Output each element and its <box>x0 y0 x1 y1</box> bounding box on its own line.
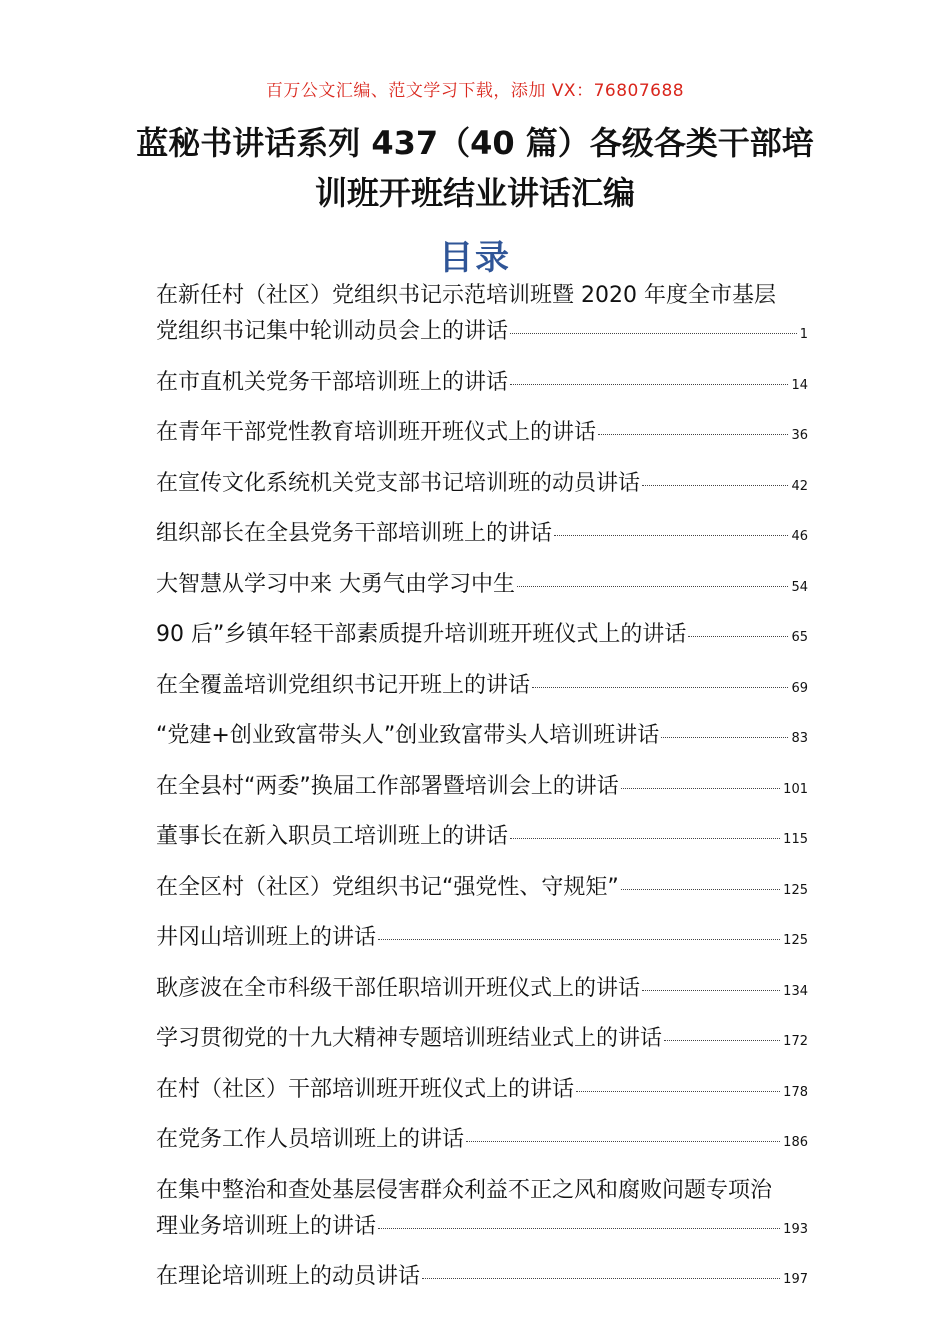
toc-entry-line <box>156 1021 808 1060</box>
toc-entry-title: 在全县村“两委”换届工作部署暨培训会上的讲话 <box>156 773 619 799</box>
toc-entry-line <box>156 971 808 1010</box>
toc-page-number: 46 <box>791 529 808 544</box>
toc-dot-leader <box>466 1141 780 1142</box>
toc-page-number: 178 <box>783 1084 808 1100</box>
toc-entry[interactable] <box>156 1173 846 1248</box>
toc-entry[interactable] <box>156 415 846 454</box>
toc-dot-leader <box>642 990 780 991</box>
toc-page-number: 197 <box>783 1272 808 1287</box>
toc-page-number: 134 <box>783 983 808 999</box>
toc-page-number: 42 <box>791 478 808 494</box>
toc-dot-leader <box>554 535 788 536</box>
toc-entry-title: 学习贯彻党的十九大精神专题培训班结业式上的讲话 <box>156 1026 663 1051</box>
toc-entry[interactable] <box>156 819 846 858</box>
toc-entry[interactable] <box>156 278 846 353</box>
toc-page-number: 125 <box>783 933 808 948</box>
title-line-1: 蓝秘书讲话系列 437（40 篇）各级各类干部培 <box>136 124 814 162</box>
toc-entry[interactable] <box>156 920 846 959</box>
toc-entry-line <box>156 718 808 757</box>
toc-entry[interactable] <box>156 516 846 555</box>
toc-dot-leader <box>688 636 788 637</box>
toc-entry-line <box>156 819 808 858</box>
toc-entry-title: 在村（社区）干部培训班开班仪式上的讲话 <box>156 1076 575 1102</box>
toc-page-number: 36 <box>791 428 808 443</box>
toc-page-number: 1 <box>799 327 808 342</box>
toc-entry[interactable] <box>156 1072 846 1111</box>
toc-entry-line <box>156 920 808 959</box>
toc-entry-title: 党组织书记集中轮训动员会上的讲话 <box>156 319 509 344</box>
toc-page-number: 69 <box>791 680 808 696</box>
toc-entry-line <box>156 1209 808 1248</box>
toc-entry[interactable] <box>156 365 846 404</box>
toc-entry[interactable] <box>156 870 846 909</box>
toc-entry-title: 在全区村（社区）党组织书记“强党性、守规矩” <box>156 874 619 900</box>
toc-entry-title: 理业务培训班上的讲话 <box>156 1213 377 1239</box>
toc-entry[interactable] <box>156 668 846 707</box>
toc-page-number: 54 <box>791 579 808 595</box>
toc-entry-line <box>156 617 808 656</box>
toc-entry-line <box>156 516 808 555</box>
toc-dot-leader <box>517 586 788 587</box>
title-line-2: 训班开班结业讲话汇编 <box>314 174 635 212</box>
toc-entry-title: “党建+创业致富带头人”创业致富带头人培训班讲话 <box>156 723 660 748</box>
toc-dot-leader <box>621 889 780 890</box>
toc-entry-line <box>156 668 808 707</box>
toc-entry[interactable] <box>156 617 846 656</box>
document-title <box>70 118 880 218</box>
toc-dot-leader <box>661 737 788 738</box>
toc-dot-leader <box>510 333 797 334</box>
toc-dot-leader <box>422 1278 780 1279</box>
toc-dot-leader <box>532 687 788 688</box>
toc-entry-title: 在全覆盖培训党组织书记开班上的讲话 <box>156 672 531 698</box>
toc-dot-leader <box>576 1091 780 1092</box>
toc-dot-leader <box>642 485 788 486</box>
toc-entry-title: 大智慧从学习中来 大勇气由学习中生 <box>156 571 515 597</box>
toc-dot-leader <box>510 838 780 839</box>
toc-page-number: 65 <box>791 630 808 645</box>
toc-entry-title: 在理论培训班上的动员讲话 <box>156 1264 421 1289</box>
toc-entry-line <box>156 567 808 606</box>
toc-page-number: 101 <box>783 781 808 797</box>
toc-entry-line <box>156 466 808 505</box>
promo-notice: 百万公文汇编、范文学习下载，添加 VX：76807688 <box>265 81 685 101</box>
toc-dot-leader <box>664 1040 780 1041</box>
toc-dot-leader <box>378 939 780 940</box>
toc-page-number: 125 <box>783 882 808 898</box>
toc-entry[interactable] <box>156 567 846 606</box>
toc-entry[interactable] <box>156 718 846 757</box>
toc-entry-line <box>156 1122 808 1161</box>
toc-entry[interactable] <box>156 466 846 505</box>
toc-dot-leader <box>510 384 788 385</box>
toc-entry-title: 在市直机关党务干部培训班上的讲话 <box>156 369 509 395</box>
toc-entry[interactable] <box>156 971 846 1010</box>
toc-entry[interactable] <box>156 1122 846 1161</box>
toc-page-number: 14 <box>791 377 808 393</box>
toc-entry-title: 组织部长在全县党务干部培训班上的讲话 <box>156 521 553 546</box>
toc-entry-line <box>156 314 808 353</box>
toc-entry-title: 90 后”乡镇年轻干部素质提升培训班开班仪式上的讲话 <box>156 622 687 647</box>
toc-entry-line <box>156 365 808 404</box>
toc-entry-line <box>156 870 808 909</box>
toc-page-number: 83 <box>791 731 808 746</box>
toc-dot-leader <box>378 1228 780 1229</box>
toc-entry[interactable] <box>156 769 846 808</box>
toc-entry[interactable] <box>156 1259 846 1298</box>
toc-entry-line <box>156 415 808 454</box>
toc-entry-title: 在青年干部党性教育培训班开班仪式上的讲话 <box>156 420 597 445</box>
toc-heading: 目录 <box>439 238 511 278</box>
table-of-contents <box>156 278 846 1310</box>
toc-page-number: 115 <box>783 832 808 847</box>
toc-entry-title-line: 在集中整治和查处基层侵害群众利益不正之风和腐败问题专项治 <box>156 1177 773 1203</box>
toc-page-number: 193 <box>783 1221 808 1237</box>
toc-entry-title: 耿彦波在全市科级干部任职培训开班仪式上的讲话 <box>156 975 641 1001</box>
toc-entry[interactable] <box>156 1021 846 1060</box>
toc-dot-leader <box>621 788 780 789</box>
toc-entry-line <box>156 1259 808 1298</box>
toc-page-number: 186 <box>783 1135 808 1150</box>
toc-dot-leader <box>598 434 788 435</box>
toc-entry-title-line: 在新任村（社区）党组织书记示范培训班暨 2020 年度全市基层 <box>156 283 776 308</box>
toc-entry-title: 在党务工作人员培训班上的讲话 <box>156 1127 465 1152</box>
toc-entry-title: 董事长在新入职员工培训班上的讲话 <box>156 824 509 849</box>
toc-entry-title: 在宣传文化系统机关党支部书记培训班的动员讲话 <box>156 470 641 496</box>
toc-entry-title: 井冈山培训班上的讲话 <box>156 925 377 950</box>
toc-entry-line <box>156 1072 808 1111</box>
toc-page-number: 172 <box>783 1034 808 1049</box>
toc-entry-line <box>156 769 808 808</box>
